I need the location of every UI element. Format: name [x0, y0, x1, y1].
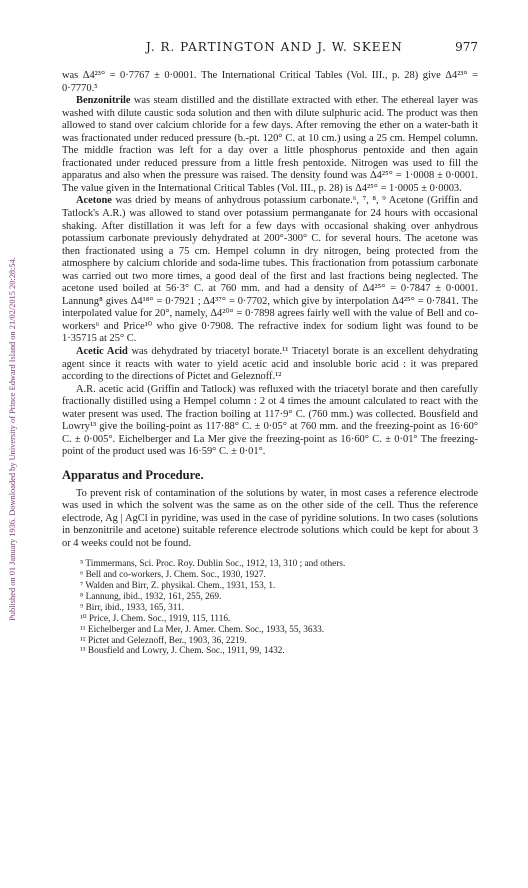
paragraph: A.R. acetic acid (Griffin and Tatlock) was refluxed with the triacetyl borate and then carefully fractionally distilled using a Hempel column : 2 ot 4 times the amount calculated to react with the water present was used. The fraction boiling at 117·9° C. (760 mm.) was collected. Bousfield and Lowry¹³ give the boiling-point as 117·88° C. ± 0·05° at 760 mm. and the freezing-point as 16·60° C. ± 0·005°. Eichelberger and La Mer give the freezing-point as 16·60° C. ± 0·01° The freezing-point of the product used was 16·59° C. ± 0·01°. [62, 383, 478, 458]
footnote: ⁶ Bell and co-workers, J. Chem. Soc., 1930, 1927. [80, 570, 266, 581]
footnote: ¹¹ Eichelberger and La Mer, J. Amer. Chem. Soc., 1933, 55, 3633. [80, 624, 325, 635]
running-header [62, 40, 478, 56]
running-header-authors: J. R. PARTINGTON AND J. W. SKEEN [146, 40, 403, 54]
footnote: ⁹ Birr, ibid., 1933, 165, 311. [80, 602, 185, 613]
run-in-heading: Acetone [76, 195, 112, 207]
page-number: 977 [455, 40, 478, 54]
footnote: ⁸ Lannung, ibid., 1932, 161, 255, 269. [80, 591, 222, 602]
download-notice: Published on 01 January 1936. Downloaded by University of Prince Edward Island on 21/02/2015 20:28:54. [8, 257, 17, 621]
paragraph-acetone: Acetone was dried by means of anhydrous potassium carbonate.⁶, ⁷, ⁸, ⁹ Acetone (Griffin and Tatlock's A.R.) was allowed to stand over potassium permanganate for 24 hours with occasional shaking. After distillation it was left for a few days with occasional shaking over anhydrous potassium carbonate previously dehydrated at 200°-300° C. for several hours. The acetone was then fractionated using a 75 cm. Hempel column in dry nitrogen, being protected from the atmosphere by calcium chloride and soda-lime tubes. This fractionation from potassium carbonate was carried out two more times, a good deal of the first and last fractions being neglected. The acetone used boiled at 56·3° C. at 760 mm. and had a density of Δ4²⁵° = 0·7847 ± 0·0001. Lannung⁸ gives Δ4¹⁸° = 0·7921 ; Δ4³⁷° = 0·7702, which give by interpolation Δ4²⁵° = 0·7841. The interpolated value for 20°, namely, Δ4²⁰° = 0·7898 agrees fairly well with the value of Bell and co-workers⁶ and Price¹⁰ who give 0·7908. The refractive index for sodium light was found to be 1·35715 at 25° C. [62, 195, 478, 345]
footnote: ¹⁰ Price, J. Chem. Soc., 1919, 115, 1116. [80, 613, 231, 624]
article-body [62, 70, 478, 657]
footnote: ¹³ Bousfield and Lowry, J. Chem. Soc., 1911, 99, 1432. [80, 646, 285, 657]
footnote: ⁷ Walden and Birr, Z. physikal. Chem., 1931, 153, 1. [80, 581, 276, 592]
run-in-heading: Acetic Acid [76, 346, 128, 358]
footnote: ¹² Pictet and Geleznoff, Ber., 1903, 36, 2219. [80, 635, 247, 646]
section-heading: Apparatus and Procedure. [62, 467, 204, 482]
paragraph-benzonitrile: Benzonitrile was steam distilled and the distillate extracted with ether. The ethereal layer was washed with dilute caustic soda solution and then with dilute sulphuric acid. The product was then allowed to stand over calcium chloride for a few days. After removing the ether on a water-bath it was fractionated under reduced pressure (b.-pt. 120° C. at 10 cm.) using a 25 cm. Hempel column. The middle fraction was left for a day over a little phosphorus pentoxide and then again fractionated under reduced pressure from a little fresh pentoxide. Nitrogen was used to fill the apparatus and also when the pressure was raised. The density found was Δ4²⁵° = 1·0008 ± 0·0001. The value given in the International Critical Tables (Vol. III., p. 28) is Δ4²⁵° = 1·0005 ± 0·0003. [62, 95, 478, 194]
footnote: ⁵ Timmermans, Sci. Proc. Roy. Dublin Soc., 1912, 13, 310 ; and others. [80, 559, 346, 570]
footnotes [62, 559, 478, 657]
paragraph: To prevent risk of contamination of the solutions by water, in most cases a reference electrode was used in which the solvent was the same as on the other side of the cell. Thus the reference electrode, Ag | AgCl in pyridine, was used in the case of pyridine solutions. In two cases (solutions in benzonitrile and acetone) suitable reference electrode solutions which could be kept for about 3 or 4 weeks could not be found. [62, 487, 478, 549]
paragraph-acetic-acid: Acetic Acid was dehydrated by triacetyl borate.¹¹ Triacetyl borate is an excellent dehydrating agent since it reacts with water to yield acetic acid and insoluble boric acid : it was prepared according to the directions of Pictet and Geleznoff.¹² [62, 346, 478, 383]
paragraph: was Δ4²³° = 0·7767 ± 0·0001. The International Critical Tables (Vol. III., p. 28) give Δ4²³° = 0·7770.⁵ [62, 70, 478, 94]
run-in-heading: Benzonitrile [76, 95, 131, 107]
